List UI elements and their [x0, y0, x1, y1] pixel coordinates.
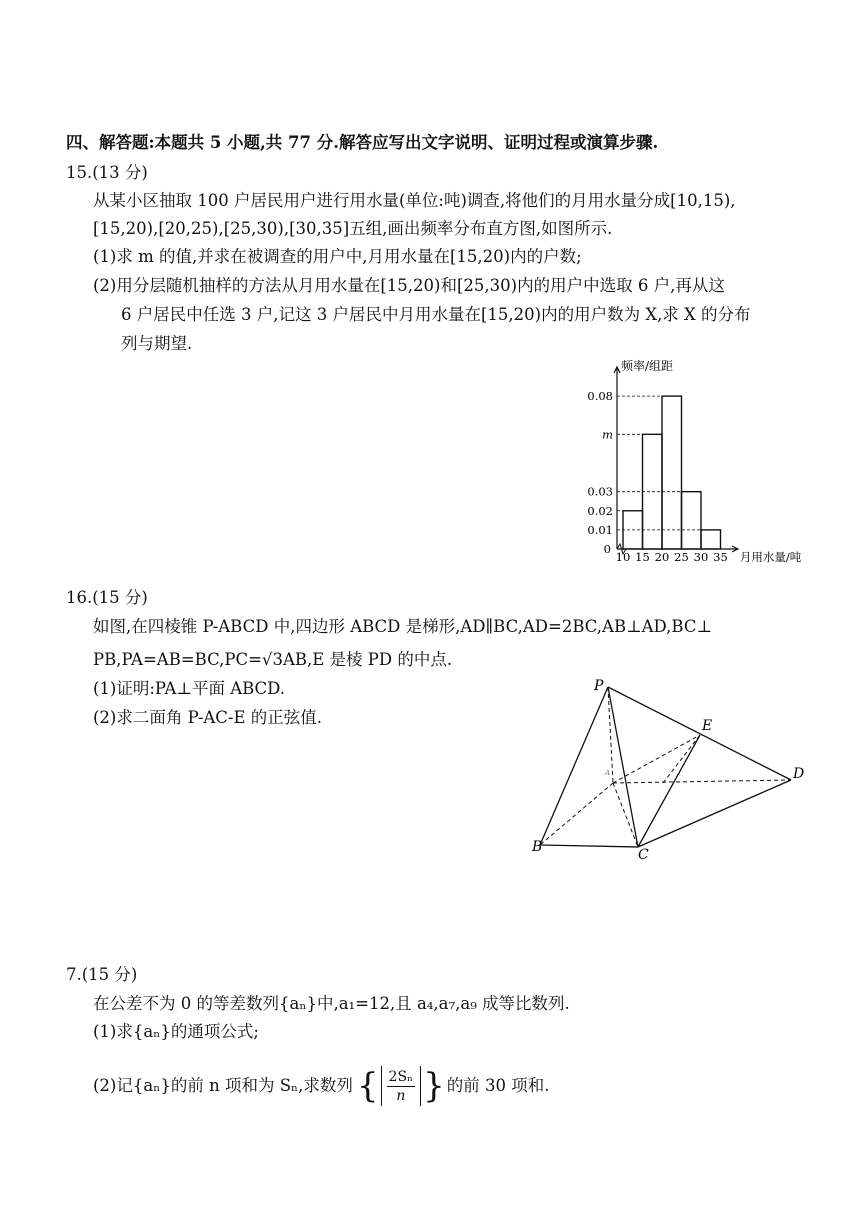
problem-16-line-2: PB,PA=AB=BC,PC=√3AB,E 是棱 PD 的中点.	[93, 650, 453, 669]
problem-15-line-4: (2)用分层随机抽样的方法从月用水量在[15,20)和[25,30)内的用户中选取 6 户,再从这	[93, 276, 725, 295]
histogram-bar	[701, 530, 721, 549]
edge-AB	[540, 783, 613, 845]
fraction-numerator: 2Sₙ	[388, 1069, 414, 1085]
histogram-bar	[662, 396, 682, 549]
y-tick-label: 0.08	[587, 389, 613, 404]
edge-AC	[613, 783, 638, 847]
y-tick-label: 0.02	[587, 503, 613, 518]
edge-E-foot	[663, 735, 700, 783]
edge-PB	[540, 687, 611, 845]
y-tick-label: m	[602, 427, 613, 442]
y-tick-label: 0.03	[587, 484, 613, 499]
problem-15-number: 15.(13 分)	[66, 163, 148, 182]
edge-CD	[638, 780, 791, 847]
vertex-C-label: C	[638, 847, 649, 863]
problem-17-number: 7.(15 分)	[66, 965, 138, 984]
x-tick-label: 35	[713, 550, 728, 564]
problem-16-line-4: (2)求二面角 P-AC-E 的正弦值.	[93, 708, 323, 727]
problem-16-line-3: (1)证明:PA⊥平面 ABCD.	[93, 679, 286, 698]
edge-PD	[608, 687, 791, 780]
problem-15-line-5: 6 户居民中任选 3 户,记这 3 户居民中月用水量在[15,20)内的用户数为 X,求 X 的分布	[121, 305, 751, 324]
y-tick-label: 0	[603, 542, 611, 556]
problem-17-line-1: 在公差不为 0 的等差数列{aₙ}中,a₁=12,且 a₄,a₇,a₉ 成等比数列.	[93, 994, 570, 1013]
vertex-D-label: D	[793, 766, 805, 782]
problem-15-line-6: 列与期望.	[121, 334, 193, 353]
histogram-bar	[682, 492, 702, 549]
problem-15-line-2: [15,20),[20,25),[25,30),[30,35]五组,画出频率分布直方图,如图所示.	[93, 219, 613, 238]
problem-15-line-3: (1)求 m 的值,并求在被调查的用户中,月用水量在[15,20)内的户数;	[93, 247, 582, 266]
vertex-E-label: E	[702, 718, 713, 734]
problem-15-line-1: 从某小区抽取 100 户居民用户进行用水量(单位:吨)调查,将他们的月用水量分成[10,15),	[93, 191, 736, 210]
pyramid-figure	[528, 670, 818, 870]
problem-16-number: 16.(15 分)	[66, 588, 148, 607]
right-brace: }	[423, 1066, 445, 1106]
x-tick-label: 20	[654, 550, 670, 564]
edge-AD	[613, 780, 791, 783]
x-tick-label: 30	[693, 550, 709, 564]
section-header: 四、解答题:本题共 5 小题,共 77 分.解答应写出文字说明、证明过程或演算步骤.	[66, 133, 659, 152]
x-axis-title: 月用水量/吨	[739, 550, 802, 564]
y-tick-label: 0.01	[587, 522, 613, 537]
problem-17-line-3-prefix: (2)记{aₙ}的前 n 项和为 Sₙ,求数列	[93, 1076, 353, 1095]
x-tick-label: 10	[615, 550, 631, 564]
vertex-A-label: A	[605, 769, 611, 777]
edge-BC	[540, 845, 638, 847]
problem-16-line-1: 如图,在四棱锥 P-ABCD 中,四边形 ABCD 是梯形,AD∥BC,AD=2BC,AB⊥AD,BC⊥	[93, 617, 712, 636]
fraction-denominator: n	[396, 1088, 406, 1104]
left-brace: {	[356, 1066, 379, 1106]
problem-17-line-2: (1)求{aₙ}的通项公式;	[93, 1022, 259, 1041]
y-axis-title: 频率/组距	[621, 359, 674, 373]
problem-17-line-3-suffix: 的前 30 项和.	[446, 1076, 550, 1095]
vertex-B-label: B	[532, 839, 543, 855]
histogram-chart	[560, 355, 810, 570]
problem-17-line-3	[93, 1066, 549, 1106]
vertex-P-label: P	[594, 678, 604, 694]
x-tick-label: 25	[674, 550, 689, 564]
abs-bars	[381, 1066, 422, 1106]
x-tick-label: 15	[635, 550, 650, 564]
fraction	[387, 1068, 416, 1105]
